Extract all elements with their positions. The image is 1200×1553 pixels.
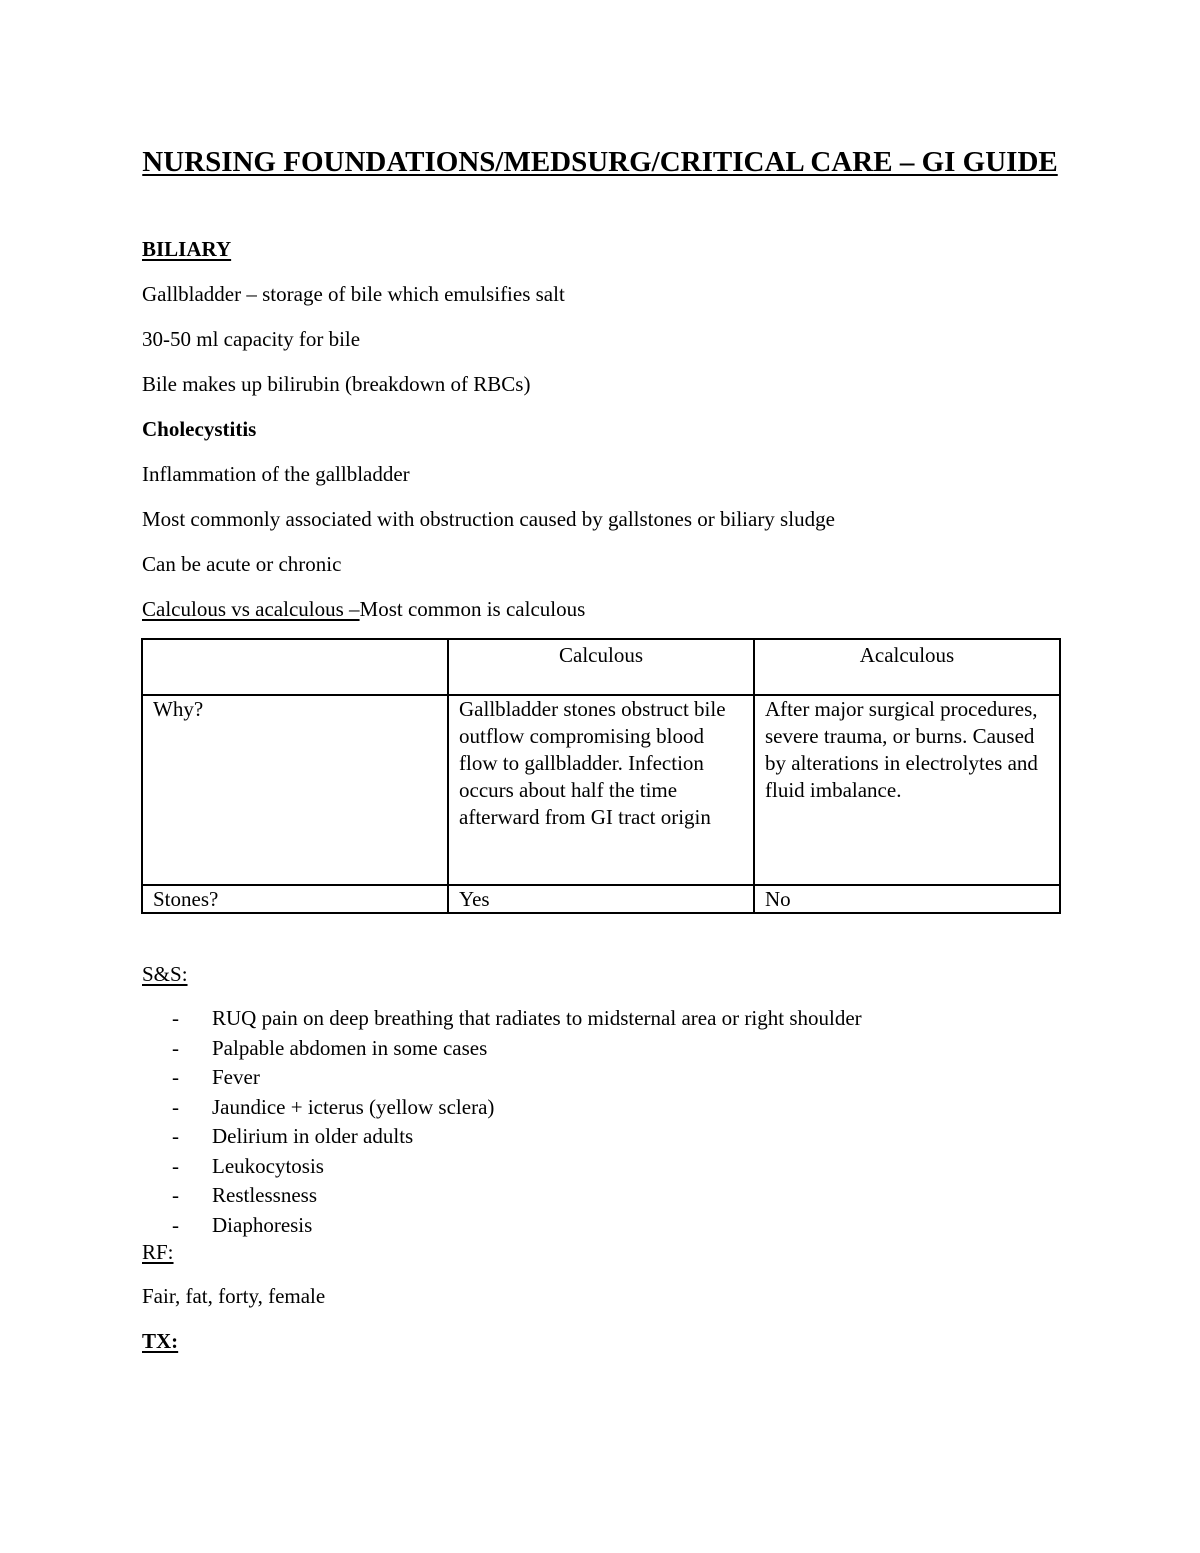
list-item-text: RUQ pain on deep breathing that radiates to midsternal area or right shoulder bbox=[212, 1006, 862, 1030]
list-item-text: Fever bbox=[212, 1065, 260, 1089]
list-item-text: Delirium in older adults bbox=[212, 1124, 414, 1148]
list-item-text: Palpable abdomen in some cases bbox=[212, 1035, 488, 1060]
list-item bbox=[172, 1063, 862, 1093]
biliary-heading: BILIARY bbox=[142, 237, 232, 261]
list-item bbox=[172, 1122, 862, 1152]
table-cell-row-label: Stones? bbox=[142, 885, 448, 913]
signs-list bbox=[172, 1004, 862, 1240]
table-cell-acalculous: After major surgical procedures, severe trauma, or burns. Caused by alterations in electrolytes and fluid imbalance. bbox=[754, 695, 1060, 885]
table-row bbox=[142, 695, 1060, 885]
table-header-row bbox=[142, 639, 1060, 695]
table-header-empty bbox=[142, 639, 448, 695]
table-cell-calculous: Yes bbox=[448, 885, 754, 913]
cholecystitis-line-cause: Most commonly associated with obstruction caused by gallstones or biliary sludge bbox=[142, 507, 835, 531]
bullet-marker: - bbox=[172, 1183, 179, 1207]
list-item bbox=[172, 1181, 862, 1211]
list-item-text: Diaphoresis bbox=[212, 1212, 313, 1237]
compare-text: Most common is calculous bbox=[359, 597, 586, 621]
list-item bbox=[172, 1152, 862, 1182]
table-row bbox=[142, 885, 1060, 913]
risk-factors-heading: RF: bbox=[142, 1240, 174, 1264]
bullet-marker: - bbox=[172, 1035, 179, 1060]
biliary-line-gallbladder: Gallbladder – storage of bile which emulsifies salt bbox=[142, 282, 565, 306]
bullet-marker: - bbox=[172, 1094, 179, 1119]
list-item-text: Jaundice + icterus (yellow sclera) bbox=[212, 1094, 495, 1119]
list-item-text: Restlessness bbox=[212, 1183, 317, 1207]
table-header-calculous: Calculous bbox=[448, 639, 754, 695]
cholecystitis-line-types: Can be acute or chronic bbox=[142, 552, 342, 576]
bullet-marker: - bbox=[172, 1065, 179, 1089]
page-title bbox=[100, 141, 1100, 183]
compare-line bbox=[142, 596, 585, 622]
biliary-line-bilirubin: Bile makes up bilirubin (breakdown of RBCs) bbox=[142, 372, 531, 396]
list-item bbox=[172, 1004, 862, 1034]
biliary-line-capacity: 30-50 ml capacity for bile bbox=[142, 327, 361, 351]
list-item bbox=[172, 1093, 862, 1123]
compare-label: Calculous vs acalculous – bbox=[142, 597, 360, 621]
list-item-text: Leukocytosis bbox=[212, 1153, 324, 1178]
bullet-marker: - bbox=[172, 1124, 179, 1148]
table-cell-row-label: Why? bbox=[142, 695, 448, 885]
bullet-marker: - bbox=[172, 1153, 179, 1178]
table-cell-calculous: Gallbladder stones obstruct bile outflow compromising blood flow to gallbladder. Infection occurs about half the time afterward from GI tract origin bbox=[448, 695, 754, 885]
table-cell-acalculous: No bbox=[754, 885, 1060, 913]
table-header-acalculous: Acalculous bbox=[754, 639, 1060, 695]
bullet-marker: - bbox=[172, 1212, 179, 1237]
cholecystitis-line-definition: Inflammation of the gallbladder bbox=[142, 462, 410, 486]
treatment-heading: TX: bbox=[142, 1329, 179, 1353]
page-title-text: NURSING FOUNDATIONS/MEDSURG/CRITICAL CARE – GI GUIDE bbox=[142, 146, 1058, 178]
risk-factors-text: Fair, fat, forty, female bbox=[142, 1284, 326, 1308]
list-item bbox=[172, 1211, 862, 1241]
comparison-table bbox=[141, 638, 1061, 914]
list-item bbox=[172, 1034, 862, 1064]
cholecystitis-heading: Cholecystitis bbox=[142, 417, 257, 441]
signs-heading: S&S: bbox=[142, 962, 188, 986]
bullet-marker: - bbox=[172, 1006, 179, 1030]
